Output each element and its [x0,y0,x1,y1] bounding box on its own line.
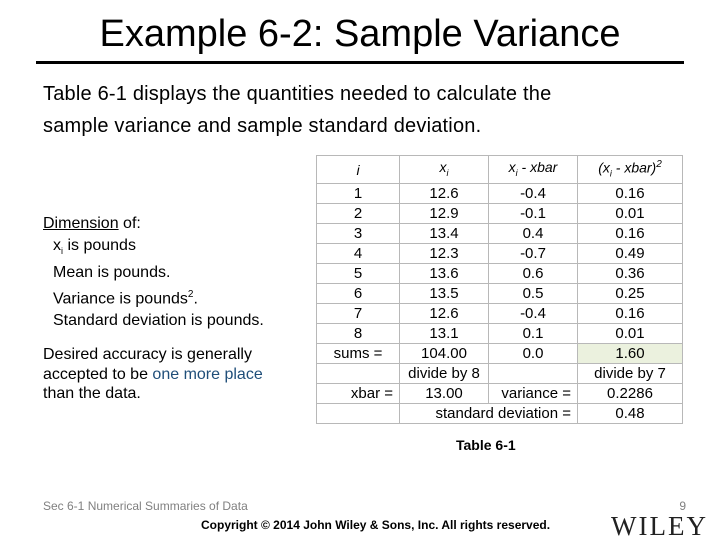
page-number: 9 [679,499,686,513]
cell-x: 13.4 [400,224,489,244]
dimension-notes [43,213,313,331]
empty-cell [317,364,400,384]
cell-deviation: -0.7 [489,244,578,264]
divide-by-8: divide by 8 [400,364,489,384]
variance-label: variance = [489,384,578,404]
sum-deviation: 0.0 [489,344,578,364]
accuracy-note [43,345,313,404]
divide-by-7: divide by 7 [578,364,683,384]
table-row [317,204,683,224]
dimension-heading-word: Dimension [43,215,119,232]
cell-deviation: -0.4 [489,184,578,204]
sd-label: standard deviation = [400,404,578,424]
cell-squared: 0.01 [578,204,683,224]
table-row [317,224,683,244]
cell-deviation: 0.4 [489,224,578,244]
cell-squared: 0.25 [578,284,683,304]
accuracy-line-1: Desired accuracy is generally [43,346,252,363]
table-header-row [317,156,683,184]
header-xi-sub: i [446,167,449,178]
header-dev-sub: i [515,167,518,178]
sums-label: sums = [317,344,400,364]
header-deviation [489,156,578,184]
cell-x: 13.1 [400,324,489,344]
header-dev-rest: - xbar [517,158,558,175]
sum-squared: 1.60 [578,344,683,364]
cell-squared: 0.16 [578,224,683,244]
dimension-xi-line [43,235,313,263]
cell-squared: 0.49 [578,244,683,264]
xi-rest: is pounds [63,236,136,254]
xbar-row [317,384,683,404]
sd-row [317,404,683,424]
cell-x: 12.9 [400,204,489,224]
intro-line-1: Table 6-1 displays the quantities needed to calculate the [43,83,552,105]
cell-squared: 0.16 [578,304,683,324]
table-row [317,264,683,284]
variance-superscript: 2 [187,288,194,300]
cell-deviation: 0.1 [489,324,578,344]
accuracy-highlight: one more place [152,365,263,383]
cell-i: 5 [317,264,400,284]
cell-squared: 0.16 [578,184,683,204]
table-row [317,304,683,324]
header-sq-rest: - xbar) [611,159,657,176]
cell-i: 6 [317,284,400,304]
cell-x: 12.6 [400,184,489,204]
xi-var: x [53,236,61,254]
table-row [317,284,683,304]
intro-text [43,78,683,142]
variance-text: Variance is pounds [53,290,188,308]
intro-line-2: sample variance and sample standard deviation. [43,115,482,137]
header-xi-var: x [439,158,447,175]
cell-x: 13.5 [400,284,489,304]
cell-i: 8 [317,324,400,344]
dimension-mean-line: Mean is pounds. [53,264,171,282]
slide-title: Example 6-2: Sample Variance [99,13,621,55]
accuracy-line-2-start: accepted to be [43,365,153,383]
cell-deviation: 0.6 [489,264,578,284]
table-row [317,324,683,344]
table-caption: Table 6-1 [456,437,516,453]
cell-squared: 0.36 [578,264,683,284]
variance-period: . [193,290,198,308]
cell-deviation: 0.5 [489,284,578,304]
copyright-notice: Copyright © 2014 John Wiley & Sons, Inc. All rights reserved. [201,518,551,532]
table-row [317,244,683,264]
sd-value: 0.48 [578,404,683,424]
cell-deviation: -0.1 [489,204,578,224]
empty-cell [489,364,578,384]
accuracy-line-3: than the data. [43,385,141,402]
header-sq-open: (x [598,159,610,176]
header-xi [400,156,489,184]
header-sq-sup: 2 [656,159,662,171]
cell-x: 13.6 [400,264,489,284]
title-underline [36,61,684,64]
variance-table [316,155,683,424]
cell-i: 7 [317,304,400,324]
xbar-label: xbar = [317,384,400,404]
header-dev-var: x [508,158,516,175]
sum-x: 104.00 [400,344,489,364]
accuracy-line-2 [43,365,313,385]
cell-i: 4 [317,244,400,264]
cell-i: 1 [317,184,400,204]
cell-i: 2 [317,204,400,224]
table-row [317,184,683,204]
dimension-variance-line [43,284,313,310]
cell-x: 12.6 [400,304,489,324]
header-squared-deviation [578,156,683,184]
header-i: i [317,156,400,184]
cell-i: 3 [317,224,400,244]
cell-deviation: -0.4 [489,304,578,324]
header-sq-sub: i [609,168,612,179]
xi-subscript: i [61,245,63,256]
wiley-logo: WILEY [611,511,708,541]
dimension-heading-suffix: of: [118,215,141,232]
dimension-heading [43,213,313,235]
cell-squared: 0.01 [578,324,683,344]
divide-row [317,364,683,384]
variance-value: 0.2286 [578,384,683,404]
sums-row [317,344,683,364]
empty-cell [317,404,400,424]
footer-section: Sec 6-1 Numerical Summaries of Data [43,499,248,513]
xbar-value: 13.00 [400,384,489,404]
cell-x: 12.3 [400,244,489,264]
dimension-sd-line: Standard deviation is pounds. [53,311,264,329]
